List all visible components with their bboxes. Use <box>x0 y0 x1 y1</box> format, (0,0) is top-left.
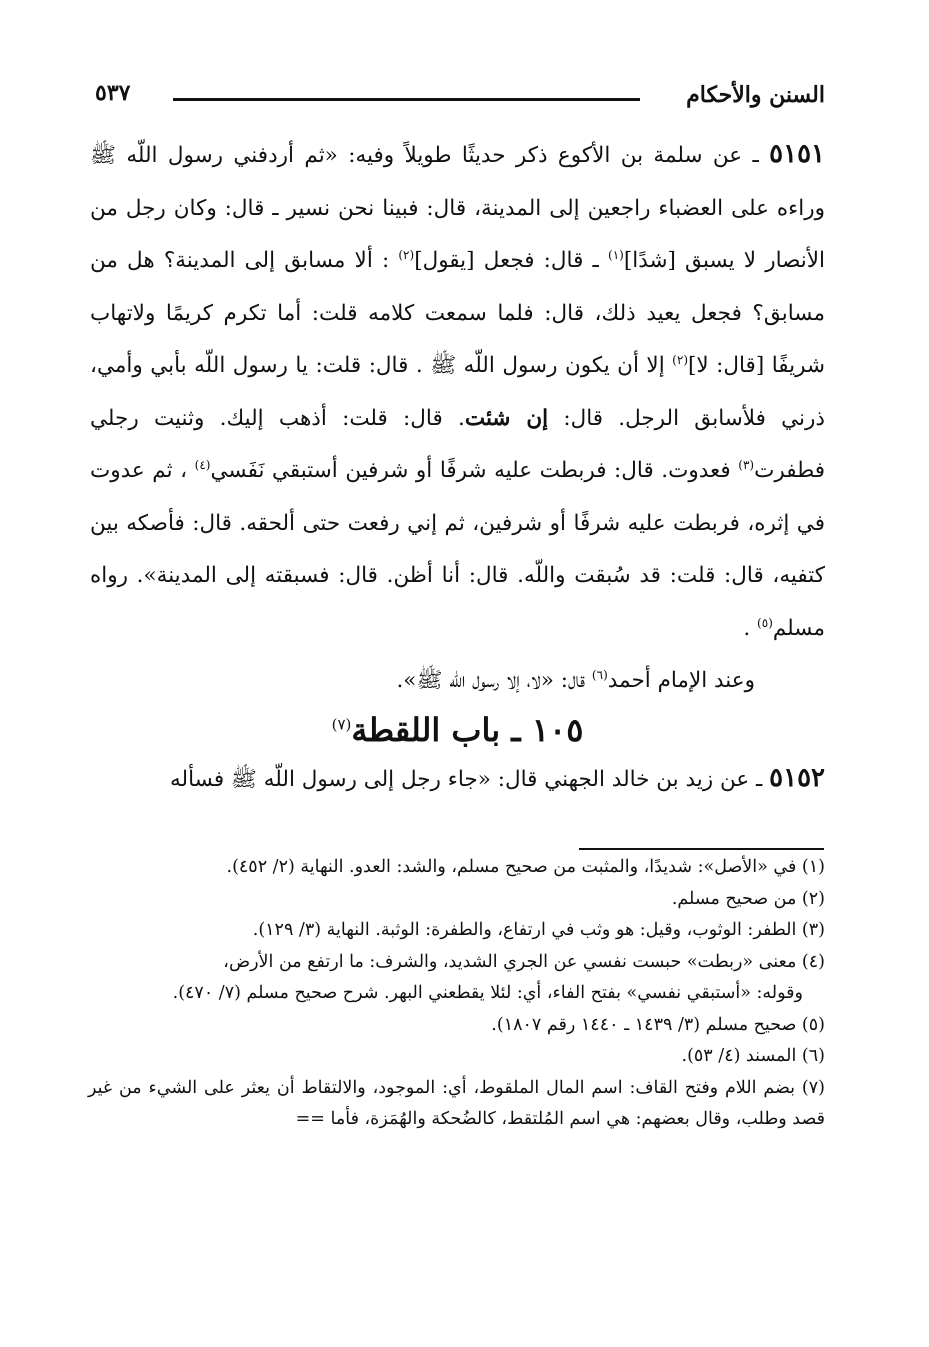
footnote-3: (٣) الطفر: الوثوب، وقيل: هو وثب في ارتفاع، والطفرة: الوثبة. النهاية (٣/ ١٢٩). <box>252 920 825 940</box>
hadith-number: ٥١٥٢ <box>769 762 825 793</box>
footnote-ref: (١) <box>608 247 624 262</box>
header-rule <box>173 98 640 101</box>
footnote-4-continued: وقوله: «أستبقي نفسي» بفتح الفاء، أي: لئلا يقطعني البهر. شرح صحيح مسلم (٧/ ٤٧٠). <box>172 983 803 1003</box>
hadith-text: إلا أن يكون رسول اللّه ﷺ . قال: قلت: يا رسول اللّه بأبي وأمي، ذرني فلأسابق الرجل. قال: <box>90 353 825 431</box>
chapter-title: ١٠٥ ـ باب اللقطة <box>351 710 584 749</box>
footnote-ref: (٣) <box>738 457 755 472</box>
footnote-2: (٢) من صحيح مسلم. <box>671 888 825 909</box>
footnote-ref: (٦) <box>591 667 608 682</box>
footnote-5: (٥) صحيح مسلم (٣/ ١٤٣٩ ـ ١٤٤٠ رقم ١٨٠٧). <box>491 1014 825 1035</box>
footnote-ref: (٢) <box>672 352 688 367</box>
hadith-text: ـ قال: فجعل [يقول] <box>414 248 608 273</box>
hadith-text: ، ثم عدوت في إثره، فربطت عليه شرفًا أو شرفين، ثم إني رفعت حتى ألحقه. قال: فأصكه بين كتفيه، قال: قلت: قد سُبقت واللّه. قال: أنا أظن. قال: فسبقته إلى المدينة». رواه مسلم <box>90 458 825 641</box>
hadith-5152 <box>90 752 825 807</box>
main-text <box>90 128 825 806</box>
footnote-4: (٤) معنى «ربطت» حبست نفسي عن الجري الشديد، والشرف: ما ارتفع من الأرض، <box>223 951 825 972</box>
footnote-ref: (٧) <box>331 714 352 733</box>
chapter-heading <box>90 708 825 752</box>
hadith-number: ٥١٥١ <box>769 139 825 169</box>
hadith-text: : ألا مسابق إلى المدينة؟ هل من مسابق؟ فجعل يعيد ذلك، قال: فلما سمعت كلامه قلت: أما تكرم كريمًا ولاتهاب شريفًا [قال: لا] <box>90 248 825 378</box>
hadith-text: ـ عن سلمة بن الأكوع ذكر حديثًا طويلاً وفيه: «ثم أردفني رسول اللّه ﷺ وراءه على العضباء راجعين إلى المدينة، قال: فبينا نحن نسير ـ قال: وكان رجل من الأنصار لا يسبق [شدًا] <box>90 143 825 273</box>
footnote-6: (٦) المسند (٤/ ٥٣). <box>681 1046 825 1066</box>
hadith-bold-text: إن شئت <box>464 405 549 431</box>
footnote-separator <box>579 848 824 850</box>
footnotes <box>88 852 825 1136</box>
footnote-ref: (٥) <box>757 615 773 630</box>
note-text: قال: «لا، إلا رسول اللّه ﷺ». <box>396 668 592 693</box>
hadith-text: . قال: قلت: أذهب إليك. وثنيت رجلي فطفرت <box>90 405 825 483</box>
page-header <box>95 78 825 118</box>
footnote-7: (٧) بضم اللام وفتح القاف: اسم المال الملقوط، أي: الموجود، والالتقاط أن يعثر على الشيء من غير قصد وطلب، وقال بعضهم: هي اسم المُلتقط، كالضُحكة والهُمَزة، فأما == <box>88 1077 825 1129</box>
hadith-text: ـ عن زيد بن خالد الجهني قال: «جاء رجل إلى رسول اللّه ﷺ فسأله <box>170 766 770 792</box>
page-number: ٥٣٧ <box>95 80 131 106</box>
hadith-text: فعدوت. قال: فربطت عليه شرفًا أو شرفين أستبقي نَفَسي <box>210 458 739 483</box>
note-text: وعند الإمام أحمد <box>607 668 755 693</box>
hadith-text: . <box>743 615 758 641</box>
footnote-ref: (٤) <box>194 457 211 472</box>
ahmad-note <box>90 655 825 708</box>
hadith-5151 <box>90 128 825 655</box>
book-title: السنن والأحكام <box>686 82 825 108</box>
footnote-1: (١) في «الأصل»: شديدًا، والمثبت من صحيح مسلم، والشد: العدو. النهاية (٢/ ٤٥٢). <box>226 857 825 877</box>
footnote-ref: (٢) <box>398 247 415 262</box>
